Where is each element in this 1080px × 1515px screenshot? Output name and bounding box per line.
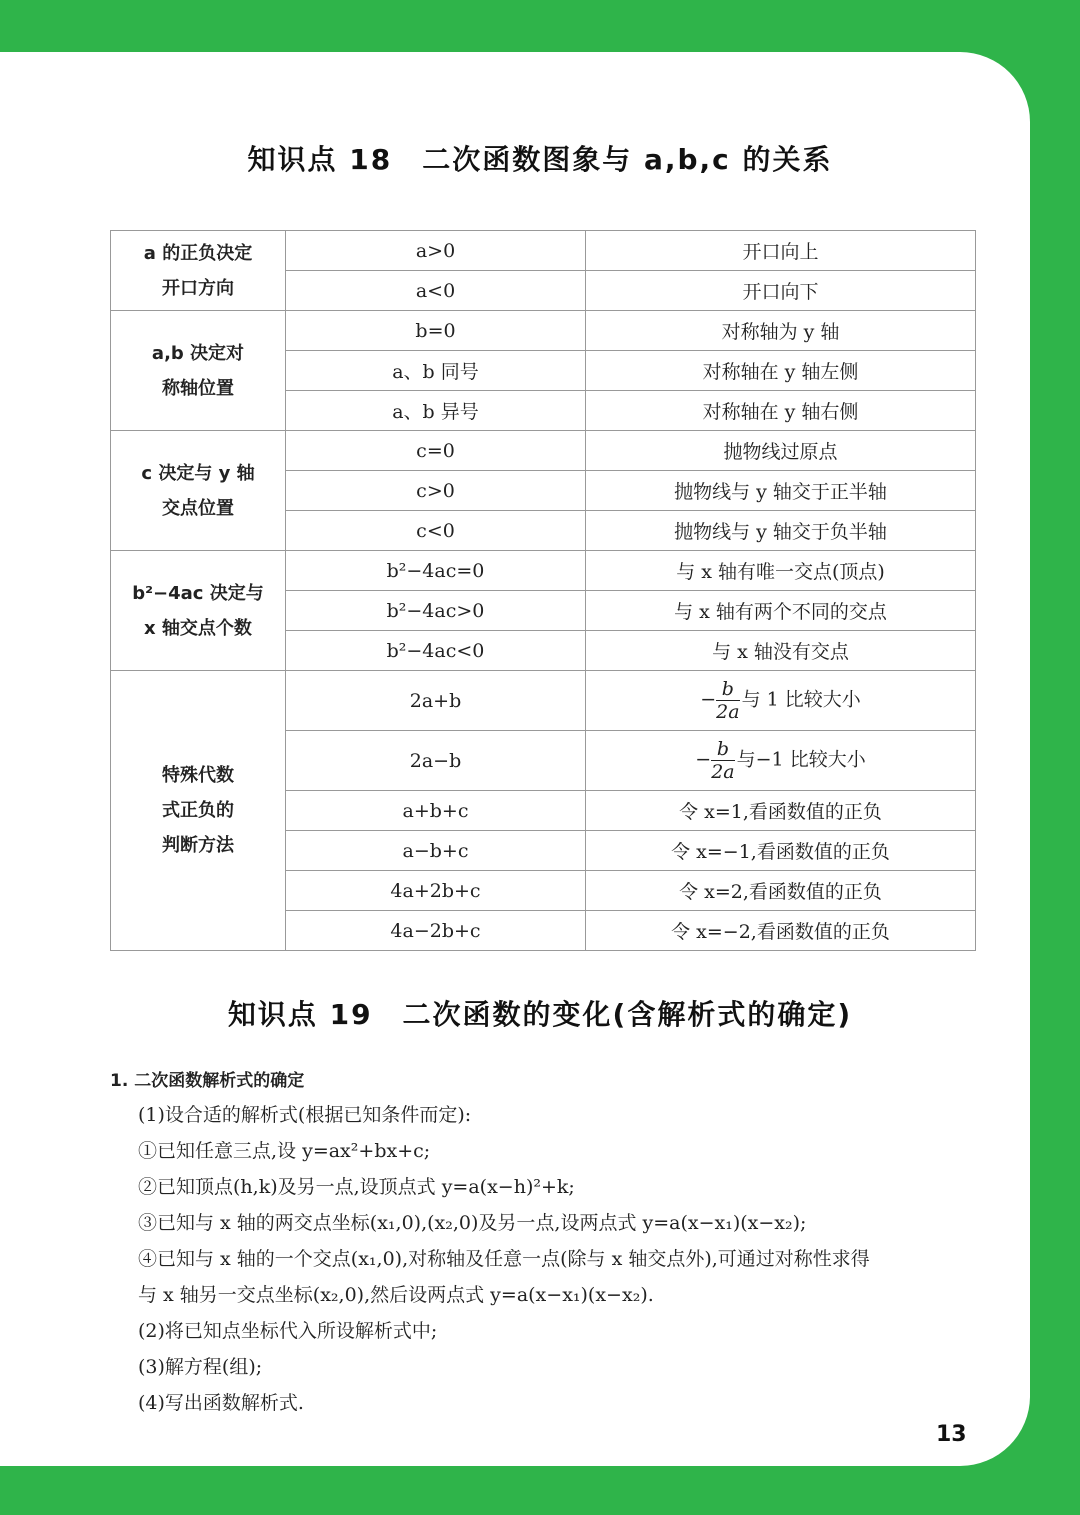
result-cell: 与 x 轴没有交点 — [586, 631, 976, 671]
fraction — [711, 738, 734, 783]
condition-cell: b=0 — [286, 311, 586, 351]
condition-cell: b²−4ac<0 — [286, 631, 586, 671]
result-cell — [586, 671, 976, 731]
condition-cell: a<0 — [286, 271, 586, 311]
fraction-denominator: 2a — [716, 701, 740, 723]
fraction — [716, 678, 739, 723]
condition-cell: a、b 同号 — [286, 351, 586, 391]
condition-cell: c>0 — [286, 471, 586, 511]
category-line: x 轴交点个数 — [144, 617, 252, 639]
text-line: ③已知与 x 轴的两交点坐标(x₁,0),(x₂,0)及另一点,设两点式 y=a(x−x₁)(x−x₂); — [138, 1212, 807, 1234]
result-cell: 与 x 轴有两个不同的交点 — [586, 591, 976, 631]
result-text: 与−1 比较大小 — [736, 748, 866, 771]
table-row — [111, 671, 976, 731]
category-line: c 决定与 y 轴 — [141, 462, 255, 484]
table-row — [111, 231, 976, 271]
category-cell — [111, 311, 286, 431]
result-cell: 对称轴为 y 轴 — [586, 311, 976, 351]
table-row — [111, 311, 976, 351]
table-row — [111, 551, 976, 591]
category-cell — [111, 671, 286, 951]
condition-cell: 2a−b — [286, 731, 586, 791]
category-line: a,b 决定对 — [151, 342, 245, 364]
condition-cell: 2a+b — [286, 671, 586, 731]
result-cell: 令 x=−1,看函数值的正负 — [586, 831, 976, 871]
condition-cell: c=0 — [286, 431, 586, 471]
condition-cell: a+b+c — [286, 791, 586, 831]
fraction-denominator: 2a — [711, 761, 735, 783]
fraction-numerator: b — [711, 738, 734, 761]
category-cell — [111, 431, 286, 551]
condition-cell: 4a−2b+c — [286, 911, 586, 951]
category-line: a 的正负决定 — [143, 242, 253, 264]
category-line: 开口方向 — [162, 277, 234, 299]
result-cell: 抛物线与 y 轴交于正半轴 — [586, 471, 976, 511]
heading-knowledge-18: 知识点 18 二次函数图象与 a,b,c 的关系 — [247, 143, 833, 176]
condition-cell: b²−4ac=0 — [286, 551, 586, 591]
condition-cell: 4a+2b+c — [286, 871, 586, 911]
result-cell: 与 x 轴有唯一交点(顶点) — [586, 551, 976, 591]
text-line: (3)解方程(组); — [138, 1356, 263, 1378]
category-cell — [111, 231, 286, 311]
result-cell: 令 x=2,看函数值的正负 — [586, 871, 976, 911]
text-line: ①已知任意三点,设 y=ax²+bx+c; — [138, 1140, 431, 1162]
category-cell — [111, 551, 286, 671]
relation-table — [110, 230, 976, 951]
minus-sign: − — [700, 688, 717, 711]
category-line: 式正负的 — [162, 800, 234, 821]
section-title: 1. 二次函数解析式的确定 — [110, 1071, 305, 1091]
text-line: ②已知顶点(h,k)及另一点,设顶点式 y=a(x−h)²+k; — [138, 1176, 575, 1198]
result-cell: 开口向上 — [586, 231, 976, 271]
result-cell: 对称轴在 y 轴右侧 — [586, 391, 976, 431]
condition-cell: b²−4ac>0 — [286, 591, 586, 631]
category-line: 判断方法 — [162, 835, 234, 856]
category-line: 交点位置 — [162, 497, 234, 519]
table-row — [111, 431, 976, 471]
result-cell: 令 x=1,看函数值的正负 — [586, 791, 976, 831]
result-cell: 令 x=−2,看函数值的正负 — [586, 911, 976, 951]
fraction-numerator: b — [716, 678, 739, 701]
text-line: (4)写出函数解析式. — [138, 1392, 304, 1414]
category-line: b²−4ac 决定与 — [132, 582, 264, 604]
condition-cell: a−b+c — [286, 831, 586, 871]
result-cell: 对称轴在 y 轴左侧 — [586, 351, 976, 391]
condition-cell: a、b 异号 — [286, 391, 586, 431]
text-line: 与 x 轴另一交点坐标(x₂,0),然后设两点式 y=a(x−x₁)(x−x₂). — [138, 1284, 654, 1306]
text-line: (2)将已知点坐标代入所设解析式中; — [138, 1320, 438, 1342]
result-cell: 开口向下 — [586, 271, 976, 311]
category-line: 特殊代数 — [162, 765, 234, 786]
condition-cell: a>0 — [286, 231, 586, 271]
result-cell: 抛物线与 y 轴交于负半轴 — [586, 511, 976, 551]
text-line: ④已知与 x 轴的一个交点(x₁,0),对称轴及任意一点(除与 x 轴交点外),可通过对称性求得 — [138, 1248, 870, 1270]
result-cell: 抛物线过原点 — [586, 431, 976, 471]
heading-knowledge-19: 知识点 19 二次函数的变化(含解析式的确定) — [227, 998, 853, 1031]
section-determine-expression — [110, 1066, 990, 1421]
page-number: 13 — [936, 1422, 967, 1447]
result-text: 与 1 比较大小 — [741, 688, 861, 711]
condition-cell: c<0 — [286, 511, 586, 551]
text-line: (1)设合适的解析式(根据已知条件而定): — [138, 1104, 472, 1126]
category-line: 称轴位置 — [162, 377, 234, 399]
minus-sign: − — [695, 748, 712, 771]
result-cell — [586, 731, 976, 791]
